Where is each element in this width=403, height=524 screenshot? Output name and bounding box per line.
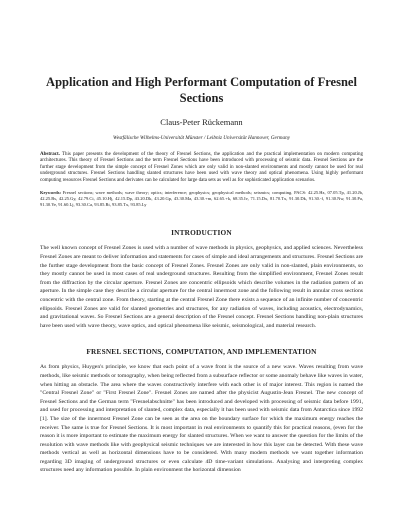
section-heading-fresnel-sections: FRESNEL SECTIONS, COMPUTATION, AND IMPLEMENTATION <box>86 347 317 357</box>
introduction-paragraph: The well known concept of Fresnel Zones is used with a number of wave methods in physics, geophysics, and applied sciences. Nevertheless Fresnel Zones are meant to deliver information and statements for cases of simple and ideal arrangements and structures. Fresnel Sections are the further stage development from the basic concept of Fresnel Zones. Fresnel Zones are only valid in non-slanted, plain environments, so they mostly cannot be used in most cases of real underground structures. Resulting from the simplified environment, Fresnel Zones result from the diffraction by the circular aperture. Fresnel Zones are concentric ellipsoids which describe volumes in the radiation pattern of an aperture. In the simple case they describe a circular aperture for the central innermost zone and the following result in annular cross sections concentric with the central zone. From theory, starting at the central Fresnel Zone there exists a sequence of an infinite number of concentric ellipsoids. Fresnel Zones are valid for slanted geometries and structures, for any radiation of waves, including acoustics, electrodynamics, and gravitational waves. So Fresnel Sections are a general description of the Fresnel concept. Fresnel Sections handling non-plain structures have been used with wave theory, wave optics, and optical phenomena like seismic, seismological, and material research. <box>40 245 363 329</box>
author-affiliation: Westfälische Wilhelms-Universität Münster / Leibniz Universität Hannover, Germany <box>112 135 291 141</box>
keywords-text: Fresnel sections; wave methods; wave theory; optics; interference; geophysics; geophysical methods; seismics; computing. PACS: 42.25.Hz, 07.05.Tp, 41.20.Jb, 42.25.Bs, 42.25.Gy, 42.79.Ci, 45.10.Hj, 42.15.Dp, 43.20.Dk, 43.20.Gp, 43.30.Ma, 43.30.+m, 62.65.+k, 68.35.Iv, 71.15.Dx, 81.70.Tx, 91.30.Dk, 91.30.-f, 91.30.Nw, 91.30.Pa, 91.30.Ye, 91.60.Lj, 93.30.Ca, 93.85.Rt, 93.85.Tx, 93.85.Ly <box>40 190 363 207</box>
abstract-label: Abstract. <box>40 152 60 157</box>
abstract-text: This paper presents the development of the theory of Fresnel Sections, the application and the practical implementation on modern computing architectures. This theory of Fresnel Sections and the term Fresnel Sections have been introduced with processing of seismic data. Fresnel Sections are the further stage development from the simple concept of Fresnel Zones which are only valid in non-slanted environments and mostly cannot be used for real underground structures. Fresnel Sections handling slanted structures have been used with wave theory and optical phenomena. Using highly performant computing resources Fresnel Sections and derivates can be calculated for large data sets as well as for sophisticated application scenarios. <box>40 152 363 183</box>
fresnel-sections-paragraph: As from physics, Huygen's principle, we know that each point of a wave front is the source of a new wave. Waves resulting from wave methods, like seismic methods or tomography, when being reflected from a subsurface reflector or some anomaly behave like waves in water, when hitting an obstacle. The area where the waves constructively interfere with each other is of major interest. This region is named the "Central Fresnel Zone" or "First Fresnel Zone". Fresnel Zones are named after the physicist Augustin-Jean Fresnel. The new concept of Fresnel Sections and the German term "Fresnelabschnitte" has been introduced and developed with processing of seismic data before 1991, and used for processing and interpretation of slanted, complex data, especially it has been used with seismic data from Antarctica since 1992 [1]. The size of the innermost Fresnel Zone can be seen as the area on the boundary surface for which the maximum energy reaches the receiver. The same is true for Fresnel Sections. It is most important in real environments to quantify this for practical reasons, (even for the reason it is more important to estimate the maximum energy for slanted structures. When we want to answer the question for the limits of the resolution with wave methods like with geophysical seismic techniques we are interested in how this layer can be detected. With these wave methods vertical as well as horizontal dimensions have to be considered. With many modern methods we want together information regarding 3D imaging of underground structures or even calculate 4D time-variant simulations. Analysing and interpreting complex structures need any information possible. In plain environment the horizontal dimension <box>40 364 363 474</box>
abstract <box>40 152 363 184</box>
keywords <box>40 190 363 207</box>
keywords-label: Keywords: <box>40 190 61 196</box>
paper-title: Application and High Performant Computation of Fresnel Sections <box>46 75 357 105</box>
author-name: Claus-Peter Rückemann <box>160 117 243 127</box>
section-heading-introduction: INTRODUCTION <box>171 228 232 238</box>
